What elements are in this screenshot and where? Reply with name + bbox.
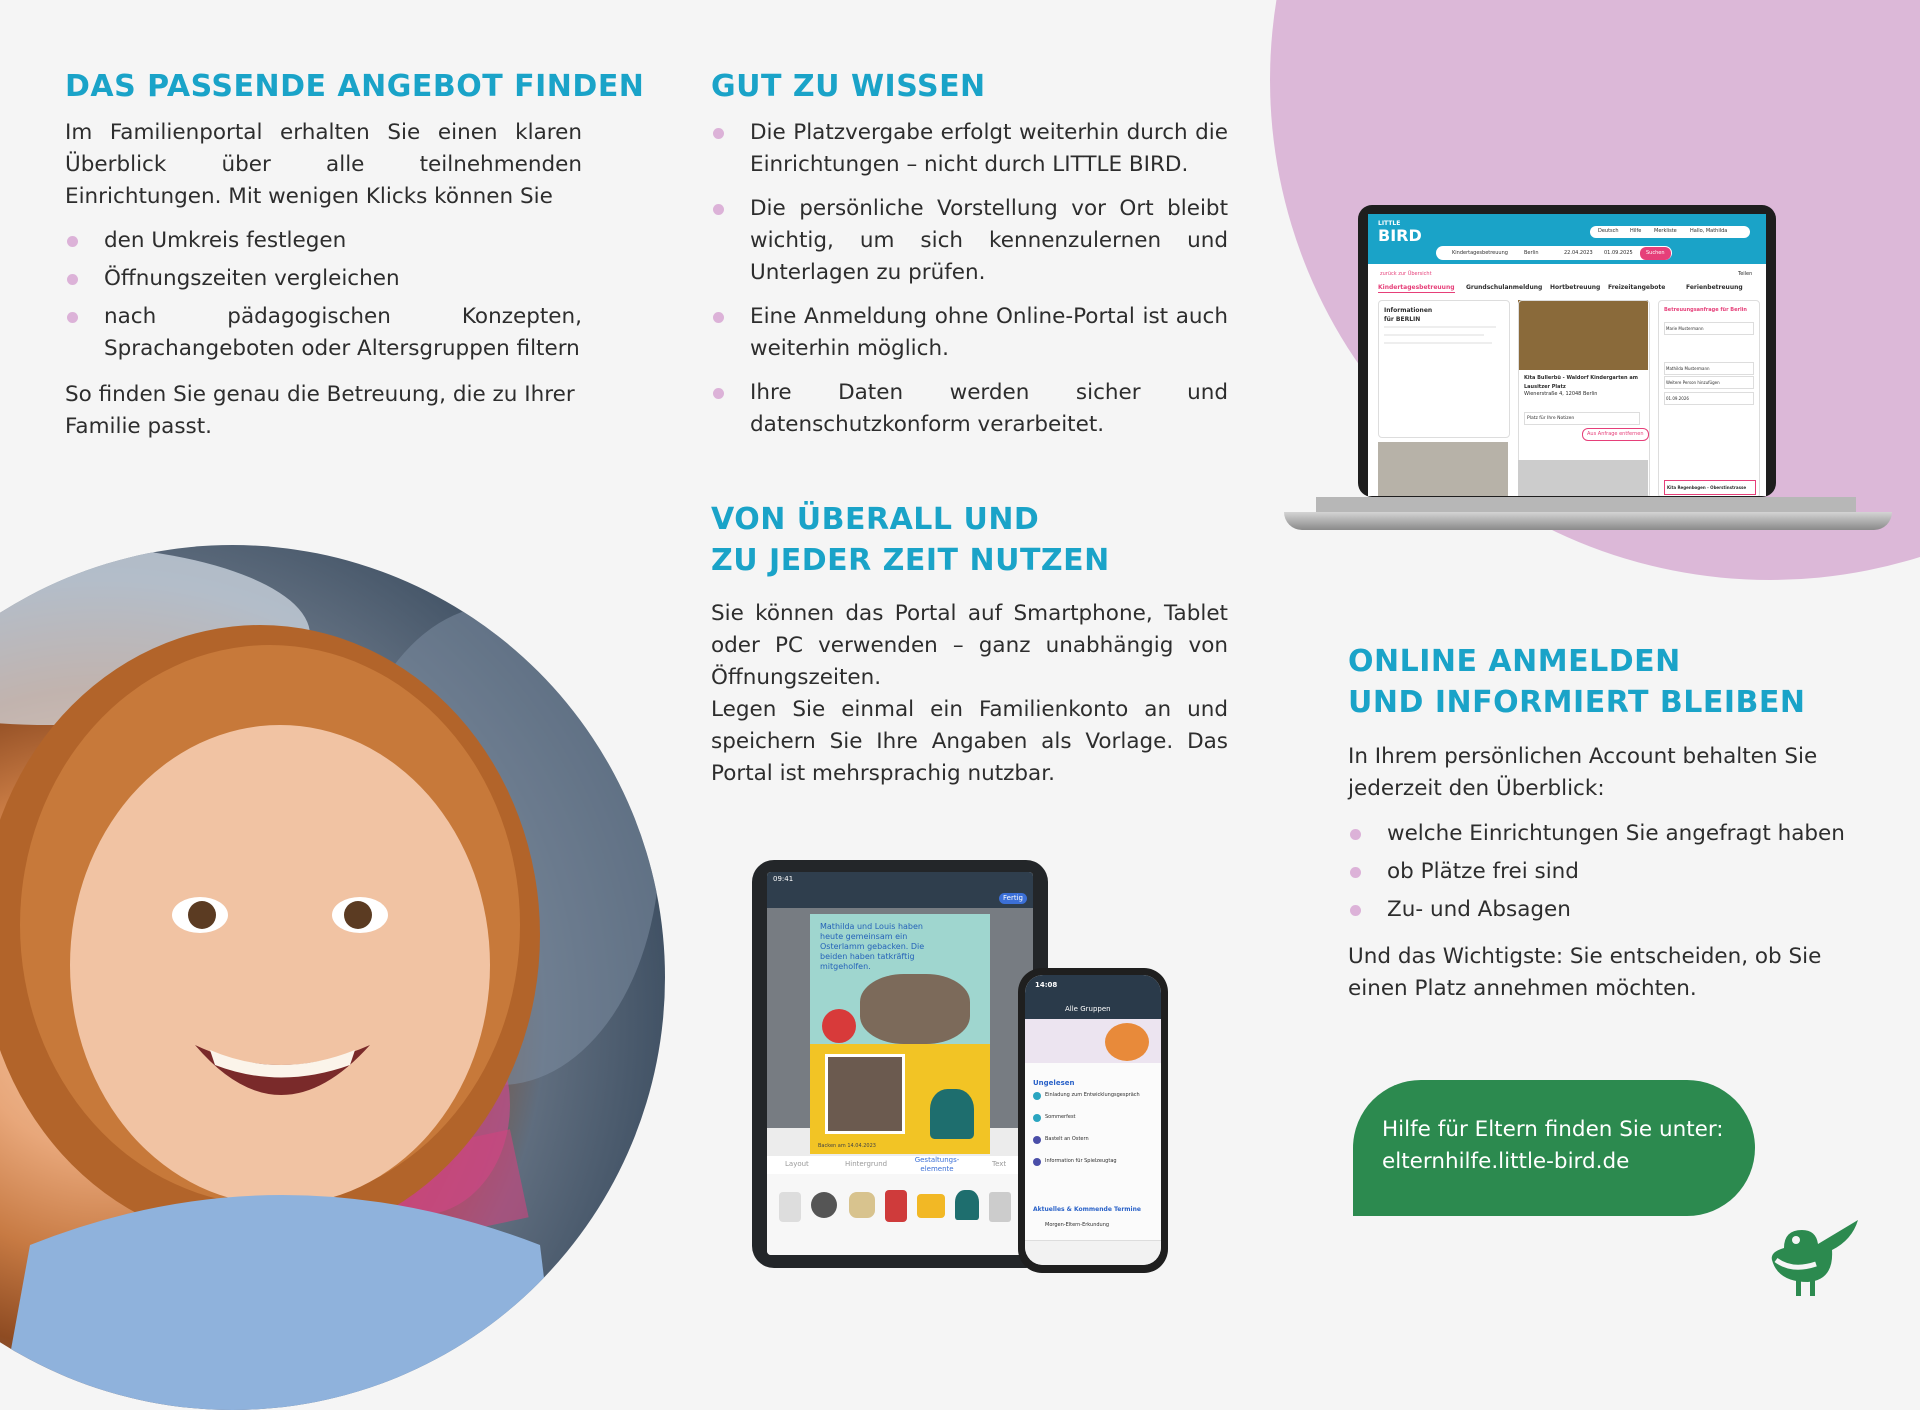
phone-list-item[interactable]: Einladung zum Entwicklungsgespräch [1045, 1092, 1140, 1098]
card-address: Wienerstraße 4, 12048 Berlin [1524, 391, 1598, 397]
form-title: Betreuungsanfrage für Berlin [1664, 307, 1747, 313]
search-date-to[interactable]: 01.09.2025 [1604, 250, 1633, 256]
tab[interactable]: Ferienbetreuung [1686, 284, 1743, 291]
heading-online-register [1348, 641, 1805, 723]
phone-section-events: Aktuelles & Kommende Termine [1033, 1206, 1141, 1213]
list-item: ob Plätze frei sind [1348, 856, 1858, 888]
list-item: den Umkreis festlegen [65, 225, 582, 257]
intro-text: Im Familienportal erhalten Sie einen klaren Überblick über alle teilnehmenden Einrichtungen. Mit wenigen Klicks können Sie [65, 120, 582, 209]
collage-page [810, 914, 990, 1154]
list-item: Öffnungszeiten vergleichen [65, 263, 582, 295]
list-item: Die Platzvergabe erfolgt weiterhin durch die Einrichtungen – nicht durch LITTLE BIRD. [711, 117, 1228, 181]
tablet-tab[interactable]: Text [992, 1160, 1007, 1168]
phone-list-item[interactable]: Sommerfest [1045, 1114, 1076, 1120]
card-remove-button[interactable]: Aus Anfrage entfernen [1582, 428, 1649, 441]
tab-active[interactable]: Kindertagesbetreuung [1378, 284, 1455, 291]
info-list [711, 117, 1228, 453]
devices-text: Sie können das Portal auf Smartphone, Tablet oder PC verwenden – ganz unabhängig von Öffnungszeiten. [711, 601, 1228, 690]
list-item: Eine Anmeldung ohne Online-Portal ist auch weiterhin möglich. [711, 301, 1228, 365]
heading-line: VON ÜBERALL UND [711, 502, 1040, 537]
tab[interactable]: Hortbetreuung [1550, 284, 1601, 291]
list-item: Die persönliche Vorstellung vor Ort bleibt wichtig, um sich kennenzulernen und Unterlagen zu prüfen. [711, 193, 1228, 289]
form-field[interactable]: Marie Mustermann [1664, 322, 1754, 335]
phone-header-title: Alle Gruppen [1065, 1005, 1111, 1013]
card-title: Kita Bullerbü - Waldorf Kindergarten am Lausitzer Platz [1524, 375, 1638, 390]
tablet-tab-active[interactable]: Gestaltungs-elemente [914, 1156, 960, 1173]
heading-line: UND INFORMIERT BLEIBEN [1348, 685, 1806, 720]
search-city[interactable]: Berlin [1524, 250, 1539, 256]
heading-anywhere [711, 499, 1110, 581]
tablet-done-button[interactable]: Fertig [999, 893, 1027, 904]
nav-item[interactable]: Hallo, Mathilda [1690, 228, 1728, 234]
share-link[interactable]: Teilen [1738, 271, 1753, 277]
search-button[interactable]: Suchen [1640, 247, 1671, 260]
form-field[interactable]: 01.09.2026 [1664, 392, 1754, 405]
collage-text: Mathilda und Louis haben heute gemeinsam ein Osterlamm gebacken. Die beiden haben tatkräftig mitgeholfen. [820, 922, 925, 971]
search-type[interactable]: Kindertagesbetreuung [1452, 250, 1508, 256]
phone-list-item[interactable]: Information für Spielzeugtag [1045, 1158, 1117, 1164]
nav-item[interactable]: Hilfe [1630, 228, 1642, 234]
list-item: welche Einrichtungen Sie angefragt haben [1348, 818, 1858, 850]
help-link[interactable]: elternhilfe.little-bird.de [1382, 1149, 1630, 1174]
heading-find-offer: DAS PASSENDE ANGEBOT FINDEN [65, 69, 645, 104]
info-title: Informationen für BERLIN [1384, 307, 1433, 323]
tablet-screen [767, 872, 1033, 1255]
laptop-logo: BIRD [1378, 226, 1422, 245]
heading-line: ZU JEDER ZEIT NUTZEN [711, 543, 1110, 578]
tablet-tab[interactable]: Layout [785, 1160, 809, 1168]
nav-item[interactable]: Merkliste [1654, 228, 1677, 234]
list-item: Ihre Daten werden sicher und datenschutzkonform verarbeitet. [711, 377, 1228, 441]
back-link[interactable]: zurück zur Übersicht [1380, 271, 1432, 277]
laptop-screen [1368, 214, 1766, 496]
form-field[interactable]: Weitere Person hinzufügen [1664, 376, 1754, 389]
phone-list-item[interactable]: Bastelt an Ostern [1045, 1136, 1089, 1142]
account-intro: In Ihrem persönlichen Account behalten Sie jederzeit den Überblick: [1348, 744, 1818, 801]
phone-section-unread: Ungelesen [1033, 1079, 1075, 1087]
list-item: nach pädagogischen Konzepten, Sprachangeboten oder Altersgruppen filtern [65, 301, 582, 365]
form-footer: Kita Regenbogen - Oberstinstrasse [1664, 480, 1756, 495]
tablet-status-time: 09:41 [773, 875, 794, 883]
little-bird-logo-icon [1758, 1210, 1876, 1300]
search-date-from[interactable]: 22.04.2023 [1564, 250, 1593, 256]
laptop-base [1284, 512, 1892, 530]
laptop-hinge [1316, 497, 1856, 513]
heading-good-to-know: GUT ZU WISSEN [711, 69, 986, 104]
list-item: Zu- und Absagen [1348, 894, 1858, 926]
status-list [1348, 818, 1858, 932]
tablet-tab[interactable]: Hintergrund [845, 1160, 888, 1168]
nav-item[interactable]: Deutsch [1598, 228, 1619, 234]
phone-event[interactable]: Morgen-Eltern-Erkundung [1045, 1222, 1110, 1228]
account-text: Legen Sie einmal ein Familienkonto an und speichern Sie Ihre Angaben als Vorlage. Das Portal ist mehrsprachig nutzbar. [711, 697, 1228, 786]
outro-text: So finden Sie genau die Betreuung, die zu Ihrer Familie passt. [65, 382, 575, 439]
tab[interactable]: Freizeitangebote [1608, 284, 1666, 291]
card-note[interactable]: Platz für Ihre Notizen [1524, 412, 1640, 425]
collage-date: Backen am 14.04.2023 [818, 1143, 876, 1149]
form-field[interactable]: Mathilda Mustermann [1664, 362, 1754, 375]
heading-line: ONLINE ANMELDEN [1348, 644, 1681, 679]
phone-screen [1025, 975, 1161, 1265]
phone-status-time: 14:08 [1035, 981, 1058, 989]
tab[interactable]: Grundschulanmeldung [1466, 284, 1543, 291]
help-label: Hilfe für Eltern finden Sie unter: [1382, 1117, 1724, 1142]
filter-list [65, 225, 582, 371]
outro-important: Und das Wichtigste: Sie entscheiden, ob Sie einen Platz annehmen möchten. [1348, 944, 1822, 1001]
child-photo [0, 545, 665, 1410]
help-callout [1353, 1080, 1755, 1216]
laptop-logo-small: LITTLE [1378, 220, 1401, 227]
